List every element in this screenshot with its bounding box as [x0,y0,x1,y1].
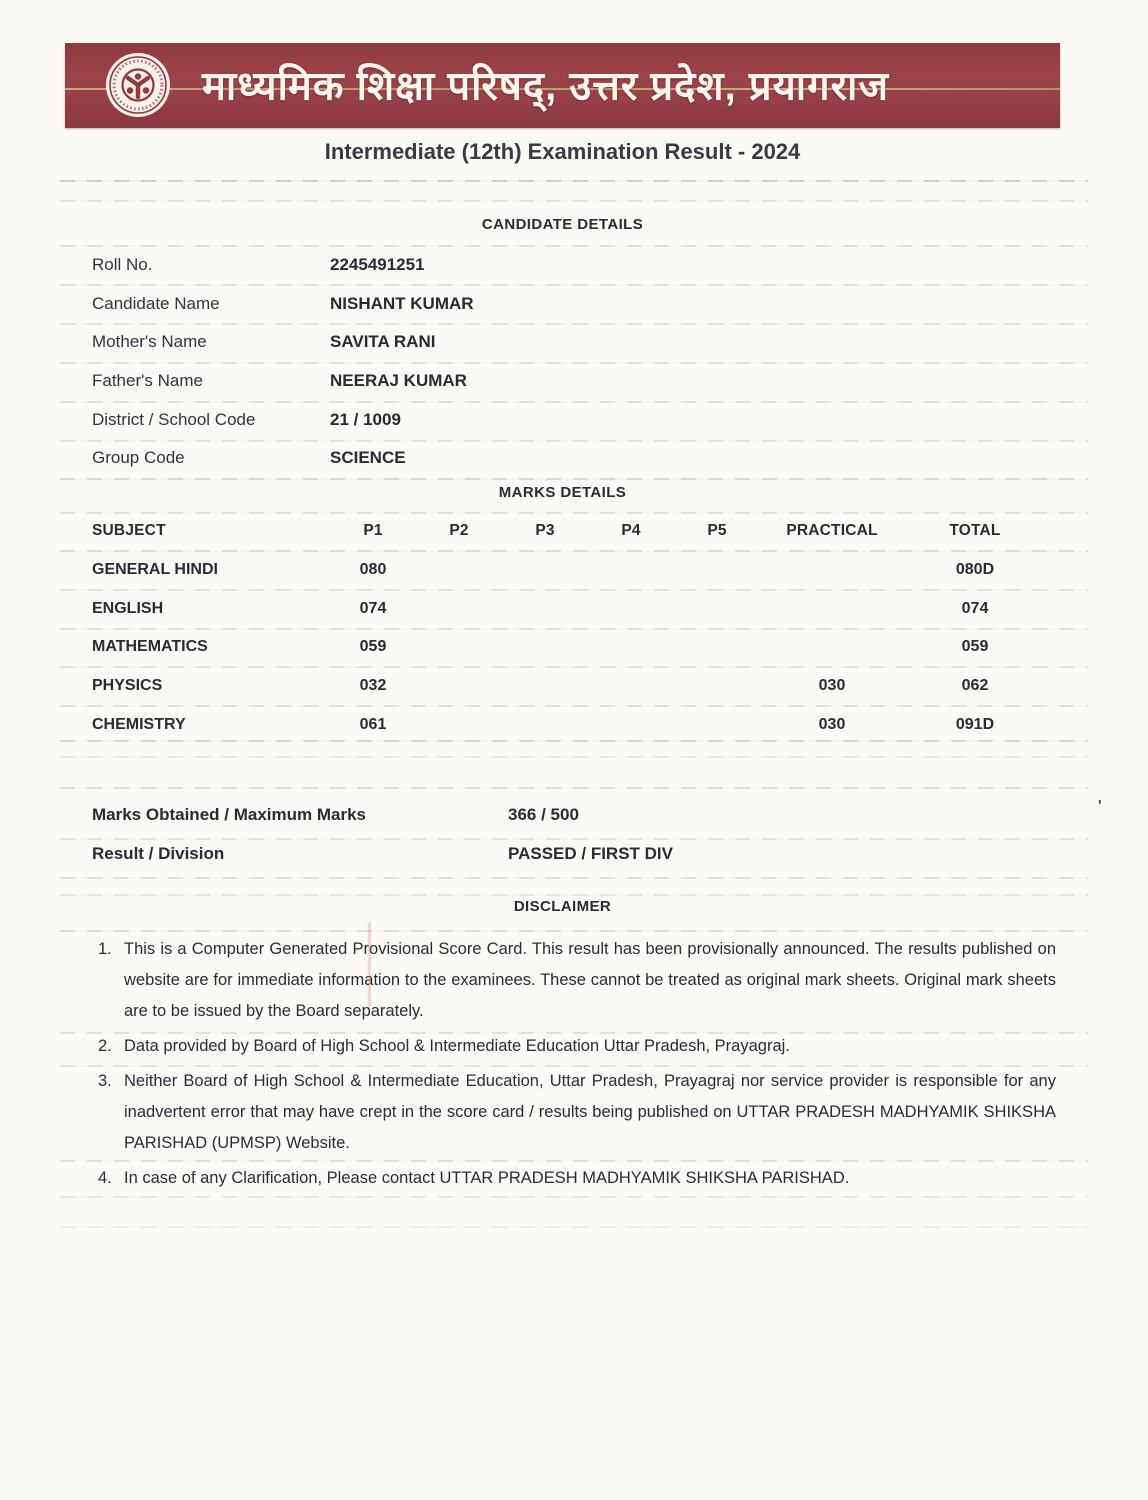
scan-artifact-line [60,284,1088,286]
scan-artifact-line [60,877,1088,879]
field-value: SAVITA RANI [330,332,436,352]
field-label: District / School Code [92,409,256,429]
field-row-mother-name [92,323,1046,362]
marks-row-chemistry [92,705,1046,744]
scan-artifact-line [60,1032,1088,1034]
scan-artifact-line [60,787,1088,789]
summary-label: Marks Obtained / Maximum Marks [92,805,366,825]
marks-cell: 030 [818,715,846,733]
result-summary-section [92,796,1046,873]
scan-artifact-line [60,1196,1088,1198]
subject-cell: GENERAL HINDI [92,561,218,579]
col-header-subject: SUBJECT [92,522,166,540]
col-header-p3: P3 [535,522,555,540]
col-header-total: TOTAL [949,522,1001,540]
field-value: 21 / 1009 [330,409,401,429]
scan-artifact-line [60,550,1088,552]
up-board-seal-icon [105,52,171,118]
page-title: Intermediate (12th) Examination Result - 2024 [324,139,801,164]
disclaimer-item-text: In case of any Clarification, Please contact UTTAR PRADESH MADHYAMIK SHIKSHA PARISHAD. [124,1169,850,1187]
disclaimer-item-number: 4. [98,1169,112,1187]
field-row-father-name [92,362,1046,401]
marks-row-english [92,589,1046,628]
summary-row-marks-obtained [92,796,1046,835]
field-value: NEERAJ KUMAR [330,371,467,391]
disclaimer-item-3 [98,1066,1056,1159]
disclaimer-item-1 [98,934,1056,1027]
subject-cell: ENGLISH [92,599,164,617]
marks-cell: 080 [359,561,387,579]
disclaimer-item-4 [98,1163,1056,1194]
marks-cell: 061 [359,715,387,733]
candidate-details-heading: CANDIDATE DETAILS [481,216,644,233]
total-cell: 080D [955,561,995,579]
summary-label: Result / Division [92,844,225,864]
col-header-practical: PRACTICAL [786,522,878,540]
disclaimer-item-text: This is a Computer Generated Provisional Score Card. This result has been provisionally announced. The results published on website are for immediate information to the examinees. These cannot be treated as original mark sheets. Original mark sheets are to be issued by the Board separately. [124,940,1056,1020]
marks-cell: 030 [818,677,846,695]
field-label: Group Code [92,448,185,468]
scan-artifact-line [60,362,1088,364]
scan-artifact-line [60,930,1088,932]
col-header-p5: P5 [707,522,727,540]
disclaimer-item-text: Neither Board of High School & Intermediate Education, Uttar Pradesh, Prayagraj nor service provider is responsible for any inadvertent error that may have crept in the score card / results being published on UTTAR PRADESH MADHYAMIK SHIKSHA PARISHAD (UPMSP) Website. [124,1072,1056,1152]
scan-artifact-line [60,478,1088,480]
scan-artifact-line [60,440,1088,442]
scan-artifact-line [60,628,1088,630]
scan-artifact-streak [368,922,371,1007]
field-value: SCIENCE [330,448,406,468]
scan-artifact-line [60,1160,1088,1162]
col-header-p2: P2 [449,522,469,540]
scan-artifact-line [60,323,1088,325]
disclaimer-item-number: 2. [98,1037,112,1055]
summary-value: 366 / 500 [508,805,579,825]
scan-artifact-line [60,589,1088,591]
disclaimer-item-number: 3. [98,1072,112,1090]
total-cell: 059 [961,638,989,656]
scan-artifact-line [60,894,1088,896]
summary-row-result-division [92,835,1046,874]
total-cell: 074 [961,599,989,617]
header-banner [65,43,1060,128]
scan-artifact-line [60,245,1088,247]
scan-artifact-line [60,666,1088,668]
field-label: Roll No. [92,255,153,275]
scan-artifact-speck: ' [1098,797,1102,814]
marks-details-heading: MARKS DETAILS [498,484,627,501]
field-row-candidate-name [92,285,1046,324]
col-header-p4: P4 [621,522,641,540]
field-value: 2245491251 [330,255,425,275]
disclaimer-item-text: Data provided by Board of High School & Intermediate Education Uttar Pradesh, Prayagraj. [124,1037,790,1055]
scan-artifact-line [60,200,1088,202]
subject-cell: PHYSICS [92,677,163,695]
disclaimer-item-number: 1. [98,940,112,958]
marks-row-general-hindi [92,551,1046,590]
field-label: Mother's Name [92,332,207,352]
total-cell: 062 [961,677,989,695]
scan-artifact-line [60,756,1088,758]
scan-artifact-line [60,512,1088,514]
marks-row-mathematics [92,628,1046,667]
scan-artifact-line [60,740,1088,742]
marks-cell: 074 [359,599,387,617]
scan-artifact-line [60,838,1088,840]
marks-header-row [92,512,1046,551]
marks-row-physics [92,667,1046,706]
org-name-hindi: माध्यमिक शिक्षा परिषद्, उत्तर प्रदेश, प्रयागराज [202,63,890,108]
field-label: Candidate Name [92,293,220,313]
field-value: NISHANT KUMAR [330,293,474,313]
marks-cell: 032 [359,677,387,695]
field-row-district-school-code [92,400,1046,439]
disclaimer-item-2 [98,1031,1056,1062]
scan-artifact-line [60,1226,1088,1228]
field-row-group-code [92,439,1046,478]
col-header-p1: P1 [363,522,383,540]
scan-artifact-line [60,705,1088,707]
disclaimer-heading: DISCLAIMER [513,898,612,915]
summary-value: PASSED / FIRST DIV [508,844,673,864]
subject-cell: CHEMISTRY [92,715,186,733]
marks-cell: 059 [359,638,387,656]
scan-artifact-line [60,401,1088,403]
field-row-roll-no [92,246,1046,285]
scan-artifact-line [60,1065,1088,1067]
total-cell: 091D [955,715,995,733]
field-label: Father's Name [92,371,203,391]
scan-artifact-line [60,180,1088,182]
subject-cell: MATHEMATICS [92,638,208,656]
